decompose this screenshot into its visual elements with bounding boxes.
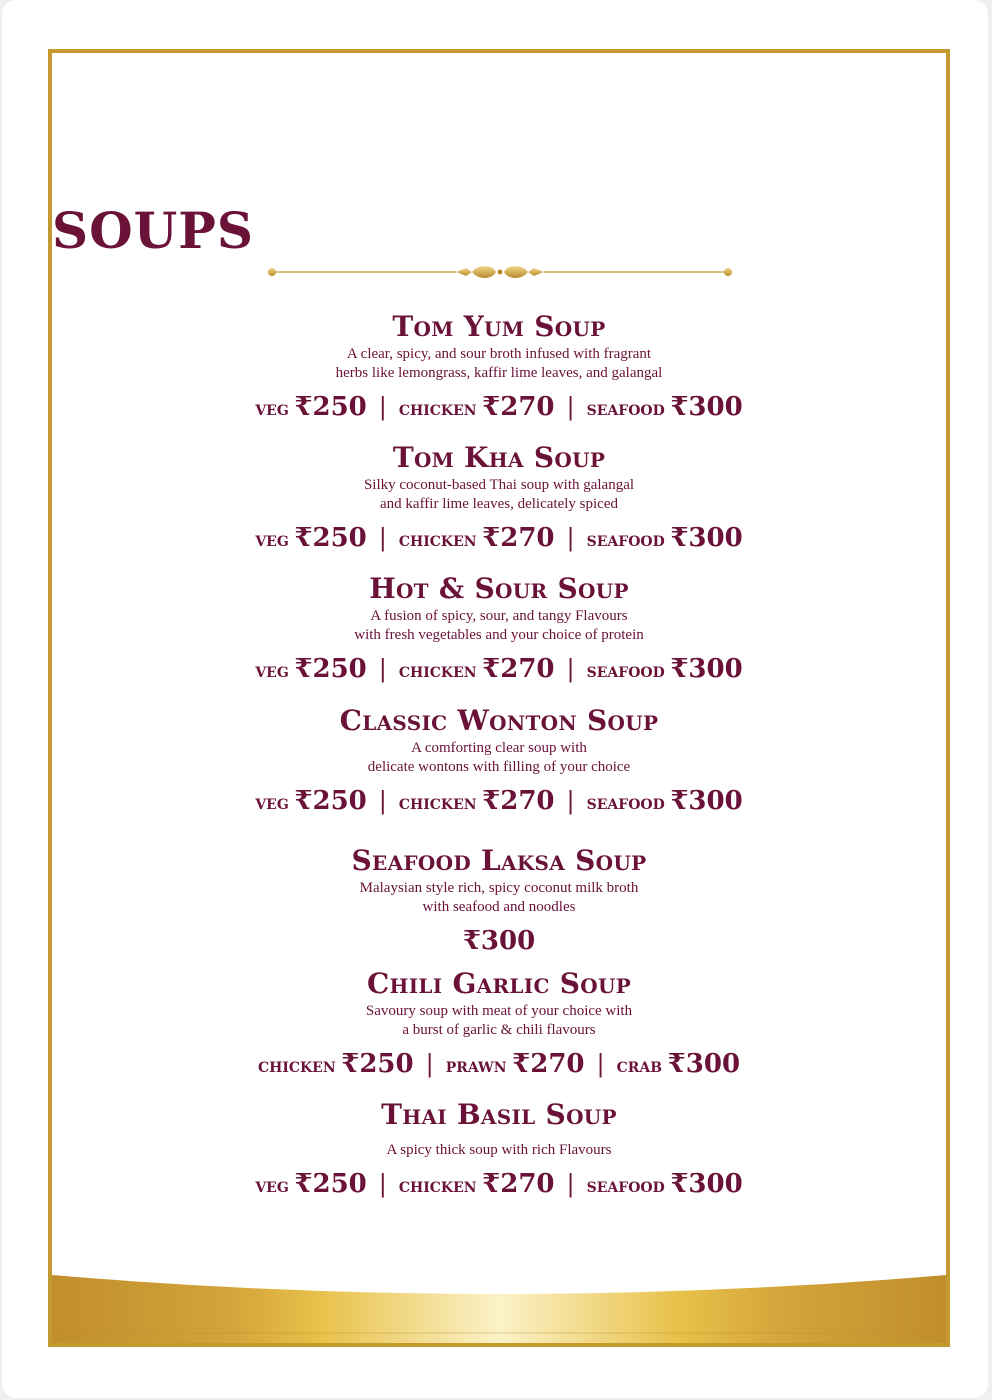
price-row xyxy=(52,1170,946,1201)
price-value: ₹250 xyxy=(294,786,367,816)
price-separator: | xyxy=(378,655,387,683)
price-value: ₹270 xyxy=(512,1049,585,1079)
price-label: seafood xyxy=(586,790,665,814)
price-label: veg xyxy=(255,527,289,551)
price-separator: | xyxy=(425,1050,434,1078)
price-value: ₹270 xyxy=(482,786,555,816)
price-label: seafood xyxy=(586,1173,665,1197)
price-separator: | xyxy=(566,393,575,421)
item-description-line: A fusion of spicy, sour, and tangy Flavours xyxy=(370,608,628,624)
price-label: seafood xyxy=(586,396,665,420)
item-description-line: delicate wontons with filling of your choice xyxy=(367,759,631,775)
price-value: ₹300 xyxy=(670,786,743,816)
item-name: Chili Garlic Soup xyxy=(366,967,632,1000)
price-label: seafood xyxy=(586,527,665,551)
menu-item xyxy=(52,1099,946,1201)
price-label: chicken xyxy=(398,790,477,814)
price-value: ₹300 xyxy=(667,1049,741,1079)
price-value: ₹300 xyxy=(670,1169,743,1199)
price-label: chicken xyxy=(398,527,477,551)
item-name: Hot & Sour Soup xyxy=(369,572,629,605)
item-description-line: A comforting clear soup with xyxy=(411,740,587,756)
price-row xyxy=(52,927,946,958)
menu-item xyxy=(52,311,946,424)
item-description-line: A spicy thick soup with rich Flavours xyxy=(386,1142,612,1158)
item-description-line: Silky coconut-based Thai soup with galangal xyxy=(363,477,635,493)
price-separator: | xyxy=(566,1170,575,1198)
gold-flourish-divider xyxy=(266,263,734,281)
price-separator: | xyxy=(566,655,575,683)
item-name: Seafood Laksa Soup xyxy=(351,844,647,877)
price-value: ₹300 xyxy=(462,926,536,956)
item-description-line: and kaffir lime leaves, delicately spiced xyxy=(380,496,618,512)
price-label: veg xyxy=(255,1173,289,1197)
price-row xyxy=(52,787,946,818)
item-name: Tom Yum Soup xyxy=(392,310,606,343)
gold-border-frame xyxy=(48,49,950,1347)
price-label: crab xyxy=(616,1053,663,1077)
price-label: chicken xyxy=(398,396,477,420)
price-label: chicken xyxy=(398,658,477,682)
price-label: veg xyxy=(255,658,289,682)
price-separator: | xyxy=(378,393,387,421)
price-separator: | xyxy=(596,1050,605,1078)
price-label: veg xyxy=(255,396,289,420)
price-row xyxy=(52,393,946,424)
price-separator: | xyxy=(378,1170,387,1198)
item-description-line: with fresh vegetables and your choice of protein xyxy=(354,627,644,643)
item-name: Classic Wonton Soup xyxy=(339,704,659,737)
price-separator: | xyxy=(378,524,387,552)
menu-item xyxy=(52,442,946,555)
price-value: ₹250 xyxy=(294,654,367,684)
menu-item xyxy=(52,968,946,1081)
price-value: ₹270 xyxy=(482,523,555,553)
price-separator: | xyxy=(566,524,575,552)
price-label: chicken xyxy=(398,1173,477,1197)
menu-item xyxy=(52,705,946,818)
menu-item xyxy=(52,845,946,958)
price-value: ₹250 xyxy=(294,523,367,553)
price-value: ₹250 xyxy=(294,392,367,422)
price-value: ₹270 xyxy=(482,654,555,684)
menu-page xyxy=(2,0,988,1398)
price-separator: | xyxy=(566,787,575,815)
price-label: seafood xyxy=(586,658,665,682)
menu-item xyxy=(52,573,946,686)
price-value: ₹300 xyxy=(670,654,743,684)
item-description-line: Savoury soup with meat of your choice with xyxy=(365,1003,633,1019)
gold-bottom-band xyxy=(52,1273,946,1343)
price-label: prawn xyxy=(445,1053,507,1077)
item-name: Tom Kha Soup xyxy=(392,441,606,474)
page-title: SOUPS xyxy=(52,201,254,260)
price-separator: | xyxy=(378,787,387,815)
price-label: chicken xyxy=(257,1053,336,1077)
price-row xyxy=(52,655,946,686)
price-row xyxy=(52,1050,946,1081)
price-value: ₹250 xyxy=(341,1049,414,1079)
price-label: veg xyxy=(255,790,289,814)
price-value: ₹300 xyxy=(670,523,743,553)
price-value: ₹300 xyxy=(670,392,743,422)
item-name: Thai Basil Soup xyxy=(381,1098,617,1131)
item-description-line: with seafood and noodles xyxy=(422,899,576,915)
price-row xyxy=(52,524,946,555)
item-description-line: a burst of garlic & chili flavours xyxy=(402,1022,596,1038)
price-value: ₹270 xyxy=(482,392,555,422)
item-description-line: herbs like lemongrass, kaffir lime leaves, and galangal xyxy=(335,365,663,381)
item-description-line: Malaysian style rich, spicy coconut milk broth xyxy=(359,880,639,896)
item-description-line: A clear, spicy, and sour broth infused with fragrant xyxy=(346,346,652,362)
price-value: ₹250 xyxy=(294,1169,367,1199)
price-value: ₹270 xyxy=(482,1169,555,1199)
